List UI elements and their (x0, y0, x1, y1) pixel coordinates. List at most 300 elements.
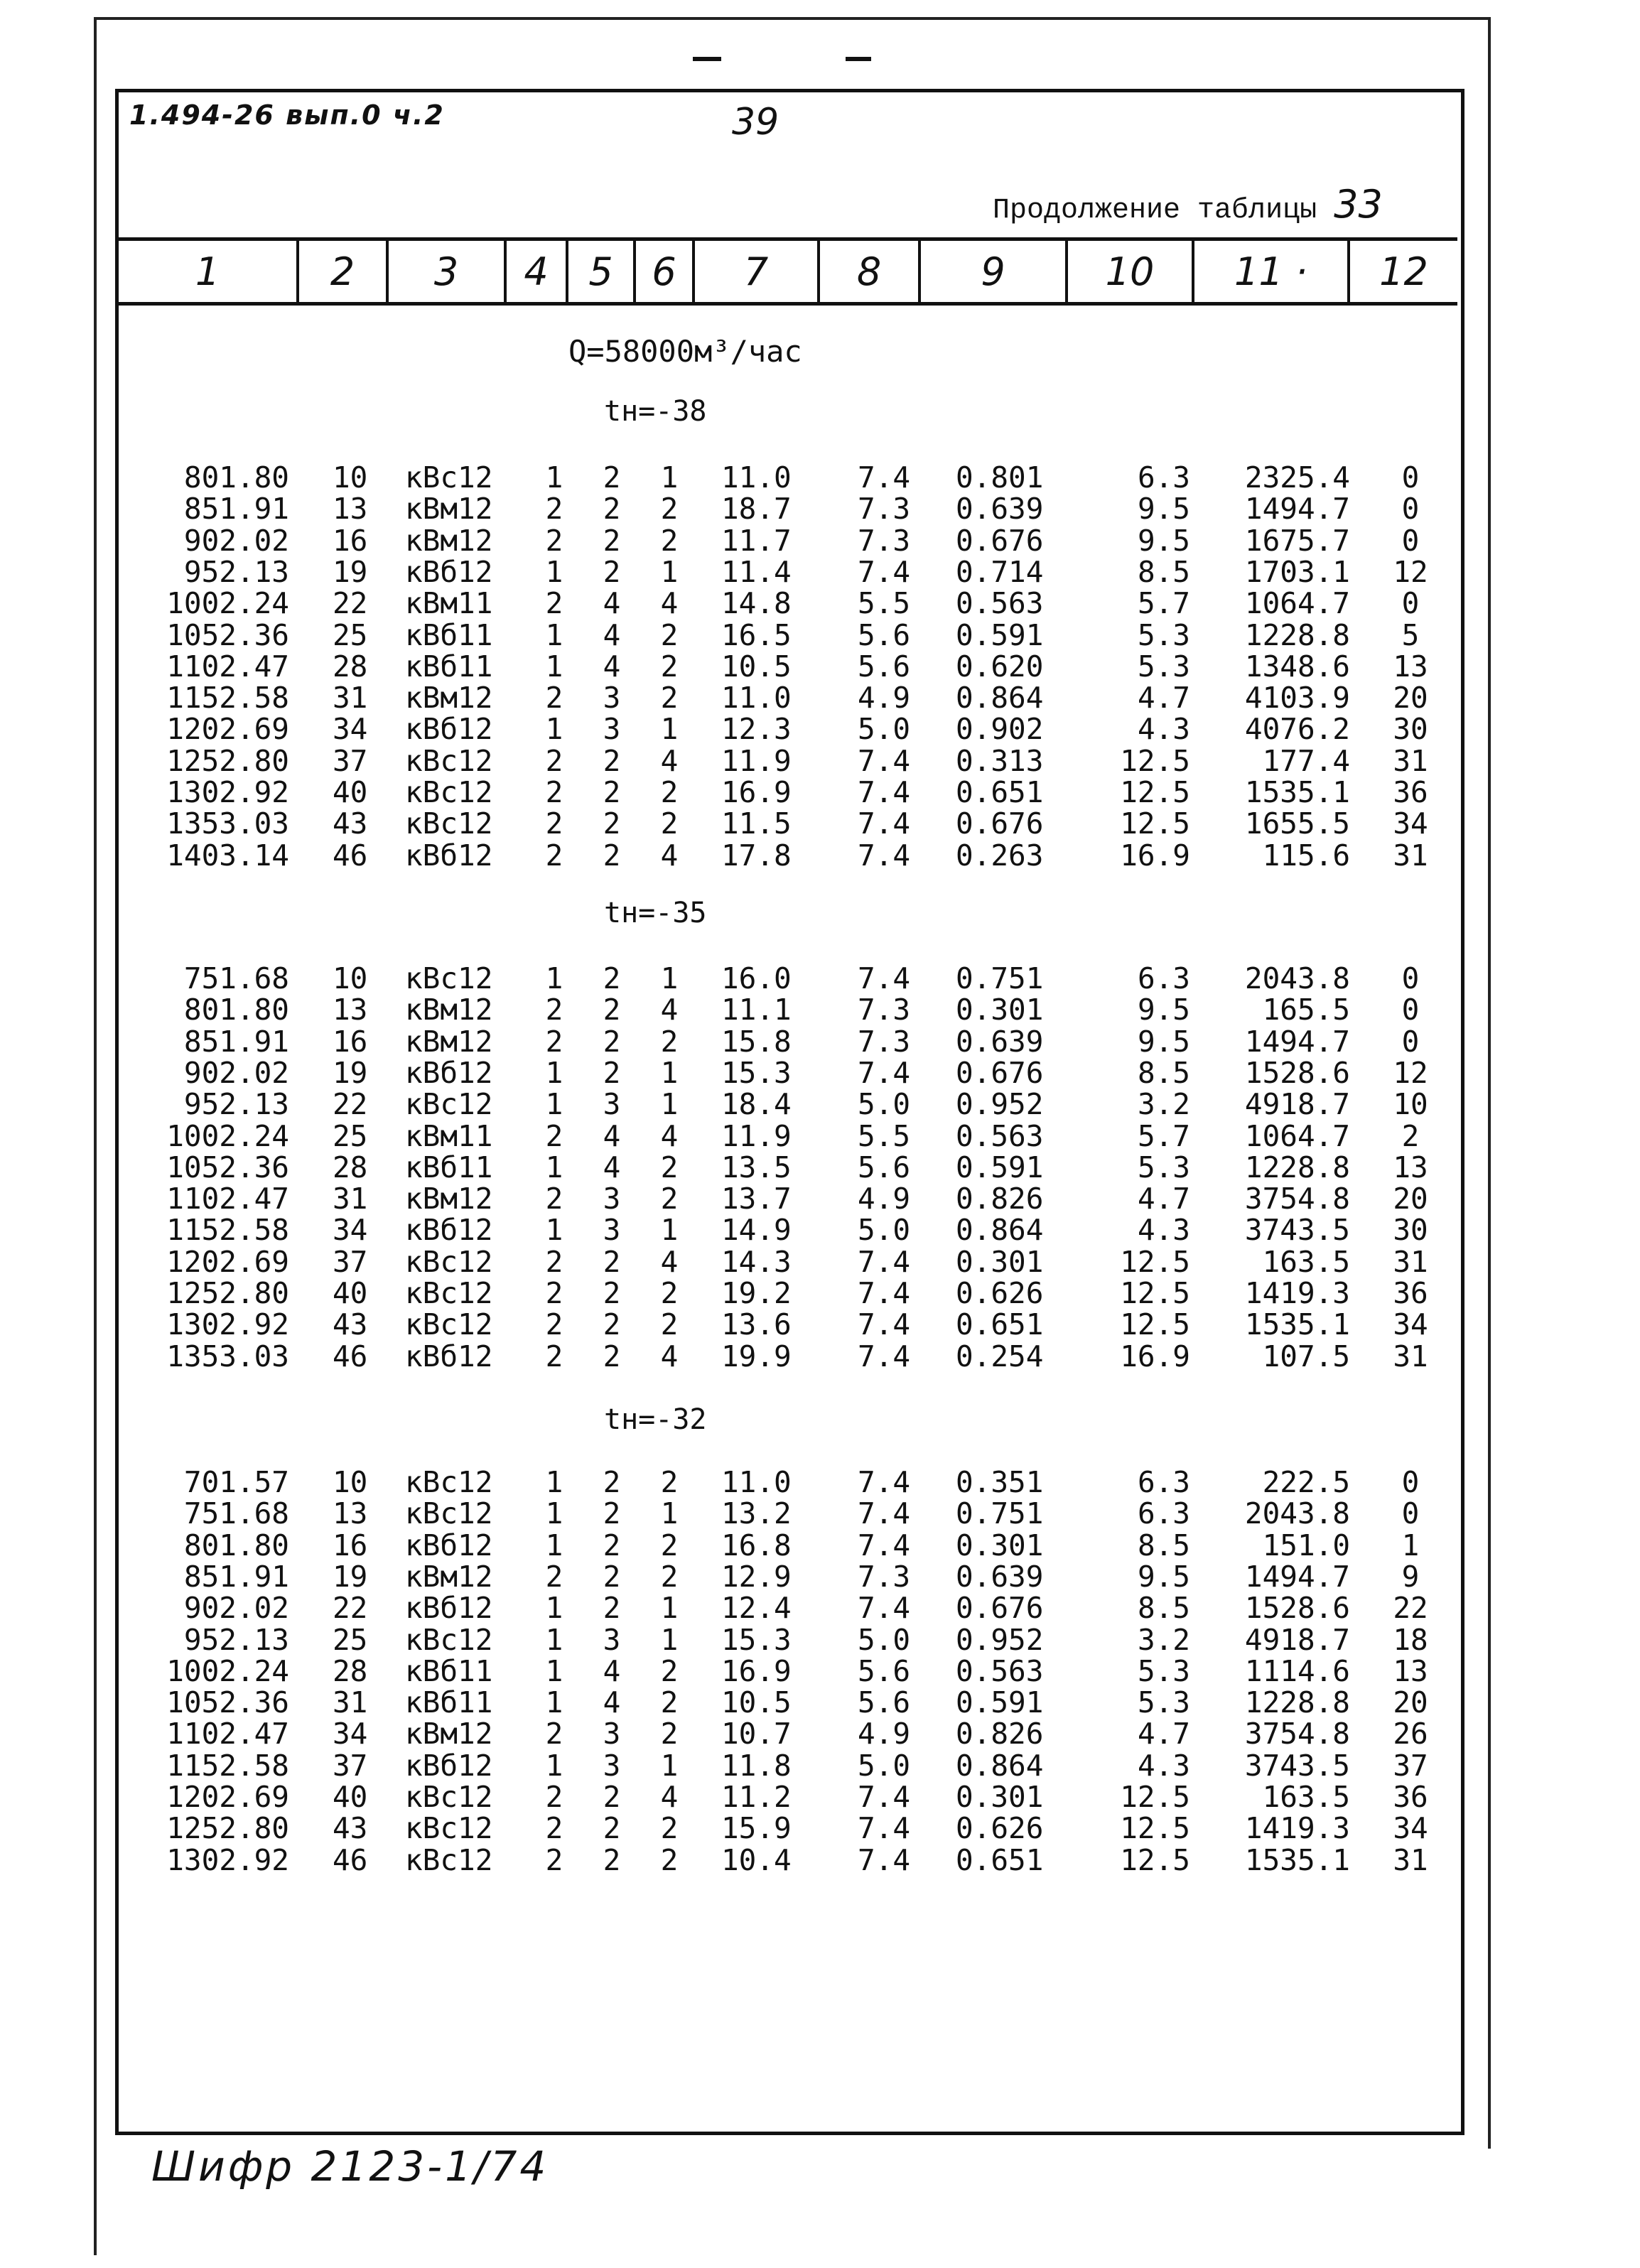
table-row (0, 1653, 1640, 1688)
table-cell-col7: 15.3 (721, 1055, 792, 1090)
table-cell-col8: 4.9 (858, 681, 911, 716)
table-cell-col11: 1535.1 (1244, 775, 1350, 809)
table-cell-col3: кВс12 (405, 743, 493, 778)
table-cell-col10: 4.7 (1137, 1182, 1190, 1216)
table-cell-col4: 2 (545, 1559, 563, 1594)
table-cell-col12: 9 (1401, 1559, 1420, 1594)
table-cell-col1: 952.13 (183, 1087, 289, 1122)
table-cell-col9: 0.751 (956, 961, 1044, 995)
column-header: 1 (119, 241, 299, 302)
table-cell-col11: 1494.7 (1244, 1559, 1350, 1594)
table-cell-col11: 1114.6 (1244, 1653, 1350, 1688)
table-cell-col6: 1 (660, 1748, 679, 1783)
table-cell-col4: 2 (545, 1842, 563, 1877)
table-cell-col11: 4918.7 (1244, 1087, 1350, 1122)
table-cell-col2: 13 (333, 492, 368, 526)
table-cell-col8: 5.6 (858, 617, 911, 652)
table-cell-col9: 0.864 (956, 1213, 1044, 1248)
table-cell-col7: 18.4 (721, 1087, 792, 1122)
table-cell-col12: 31 (1393, 743, 1428, 778)
table-cell-col7: 11.1 (721, 993, 792, 1027)
table-cell-col11: 1419.3 (1244, 1276, 1350, 1310)
section-title: tн=-38 (604, 395, 707, 428)
table-cell-col8: 5.0 (858, 1748, 911, 1783)
table-cell-col11: 2043.8 (1244, 961, 1350, 995)
table-cell-col8: 4.9 (858, 1182, 911, 1216)
table-cell-col11: 107.5 (1262, 1339, 1350, 1373)
table-cell-col2: 34 (333, 1717, 368, 1751)
table-row (0, 556, 1640, 588)
table-cell-col1: 1252.80 (166, 1811, 289, 1846)
table-cell-col12: 0 (1401, 993, 1420, 1027)
table-cell-col5: 3 (603, 1748, 621, 1783)
table-cell-col12: 20 (1393, 681, 1428, 716)
table-cell-col2: 19 (333, 1055, 368, 1090)
table-cell-col8: 7.4 (858, 806, 911, 841)
table-cell-col10: 9.5 (1137, 492, 1190, 526)
table-row (0, 994, 1640, 1025)
table-cell-col9: 0.864 (956, 1748, 1044, 1783)
table-cell-col7: 15.9 (721, 1811, 792, 1846)
table-cell-col6: 2 (660, 617, 679, 652)
table-cell-col12: 0 (1401, 460, 1420, 495)
table-cell-col7: 13.6 (721, 1307, 792, 1342)
table-cell-col6: 1 (660, 1496, 679, 1531)
table-cell-col7: 10.5 (721, 649, 792, 684)
table-cell-col6: 1 (660, 1213, 679, 1248)
table-cell-col4: 1 (545, 961, 563, 995)
table-cell-col2: 43 (333, 1811, 368, 1846)
table-row (0, 1561, 1640, 1592)
table-cell-col3: кВб12 (405, 1591, 493, 1626)
table-cell-col5: 3 (603, 1087, 621, 1122)
table-cell-col10: 4.7 (1137, 1717, 1190, 1751)
table-cell-col3: кВм11 (405, 586, 493, 621)
table-cell-col4: 1 (545, 1528, 563, 1562)
table-cell-col9: 0.591 (956, 1685, 1044, 1720)
table-cell-col6: 1 (660, 554, 679, 589)
table-cell-col12: 31 (1393, 1339, 1428, 1373)
table-cell-col3: кВб12 (405, 1055, 493, 1090)
table-cell-col10: 3.2 (1137, 1622, 1190, 1657)
table-cell-col10: 5.3 (1137, 649, 1190, 684)
table-cell-col8: 7.4 (858, 1496, 911, 1531)
table-cell-col2: 16 (333, 523, 368, 558)
table-cell-col2: 22 (333, 1087, 368, 1122)
table-cell-col2: 40 (333, 1276, 368, 1310)
flow-rate-label: Q=58000м³/час (568, 334, 802, 369)
table-cell-col11: 4103.9 (1244, 681, 1350, 716)
table-cell-col6: 2 (660, 1465, 679, 1499)
table-cell-col12: 31 (1393, 1244, 1428, 1279)
column-header: 9 (921, 241, 1068, 302)
column-header: 4 (507, 241, 568, 302)
table-cell-col11: 1064.7 (1244, 586, 1350, 621)
table-row (0, 1781, 1640, 1813)
table-cell-col5: 4 (603, 586, 621, 621)
table-cell-col6: 4 (660, 993, 679, 1027)
table-cell-col9: 0.301 (956, 1244, 1044, 1279)
table-cell-col5: 4 (603, 1685, 621, 1720)
table-cell-col11: 2043.8 (1244, 1496, 1350, 1531)
table-cell-col6: 4 (660, 1244, 679, 1279)
table-cell-col2: 25 (333, 1118, 368, 1153)
table-cell-col5: 3 (603, 1622, 621, 1657)
table-cell-col9: 0.864 (956, 681, 1044, 716)
table-cell-col11: 115.6 (1262, 838, 1350, 873)
table-cell-col2: 31 (333, 1685, 368, 1720)
table-cell-col1: 1302.92 (166, 775, 289, 809)
table-cell-col8: 4.9 (858, 1717, 911, 1751)
table-cell-col4: 2 (545, 586, 563, 621)
table-cell-col2: 19 (333, 1559, 368, 1594)
table-row (0, 1813, 1640, 1844)
table-cell-col8: 7.4 (858, 1528, 911, 1562)
column-header: 5 (568, 241, 636, 302)
table-cell-col11: 1228.8 (1244, 1150, 1350, 1184)
table-cell-col10: 16.9 (1120, 838, 1190, 873)
column-header: 3 (389, 241, 507, 302)
table-cell-col12: 13 (1393, 1150, 1428, 1184)
table-cell-col4: 2 (545, 523, 563, 558)
table-cell-col4: 1 (545, 1591, 563, 1626)
table-cell-col8: 7.3 (858, 1559, 911, 1594)
table-cell-col3: кВм11 (405, 1118, 493, 1153)
table-cell-col5: 4 (603, 1653, 621, 1688)
table-cell-col9: 0.620 (956, 649, 1044, 684)
table-row (0, 1718, 1640, 1749)
table-cell-col3: кВс12 (405, 961, 493, 995)
table-cell-col8: 7.4 (858, 1055, 911, 1090)
table-cell-col1: 1102.47 (166, 1717, 289, 1751)
table-cell-col4: 2 (545, 838, 563, 873)
table-cell-col4: 1 (545, 554, 563, 589)
column-header: 11 · (1194, 241, 1350, 302)
table-cell-col10: 9.5 (1137, 1559, 1190, 1594)
table-cell-col1: 801.80 (183, 1528, 289, 1562)
table-cell-col4: 1 (545, 1465, 563, 1499)
table-cell-col5: 3 (603, 1717, 621, 1751)
table-cell-col6: 1 (660, 1591, 679, 1626)
table-cell-col3: кВб12 (405, 1339, 493, 1373)
table-row (0, 1341, 1640, 1372)
table-cell-col11: 163.5 (1262, 1244, 1350, 1279)
table-cell-col2: 40 (333, 775, 368, 809)
table-cell-col12: 18 (1393, 1622, 1428, 1657)
table-cell-col8: 5.0 (858, 1087, 911, 1122)
table-cell-col6: 1 (660, 1055, 679, 1090)
table-cell-col11: 1064.7 (1244, 1118, 1350, 1153)
table-cell-col9: 0.639 (956, 1024, 1044, 1059)
table-row (0, 525, 1640, 556)
mark-dash (846, 57, 871, 61)
table-cell-col6: 1 (660, 460, 679, 495)
table-cell-col4: 1 (545, 1087, 563, 1122)
table-cell-col1: 801.80 (183, 460, 289, 495)
table-row (0, 1214, 1640, 1246)
table-cell-col6: 4 (660, 1780, 679, 1814)
table-cell-col9: 0.952 (956, 1087, 1044, 1122)
table-cell-col7: 10.4 (721, 1842, 792, 1877)
table-cell-col6: 2 (660, 492, 679, 526)
table-cell-col9: 0.351 (956, 1465, 1044, 1499)
table-cell-col6: 4 (660, 586, 679, 621)
table-cell-col1: 851.91 (183, 1559, 289, 1594)
table-cell-col4: 2 (545, 1780, 563, 1814)
table-cell-col2: 28 (333, 1150, 368, 1184)
table-cell-col4: 1 (545, 712, 563, 747)
table-cell-col7: 11.5 (721, 806, 792, 841)
table-cell-col6: 2 (660, 1024, 679, 1059)
table-cell-col11: 4076.2 (1244, 712, 1350, 747)
table-cell-col11: 1494.7 (1244, 1024, 1350, 1059)
table-cell-col10: 12.5 (1120, 806, 1190, 841)
table-cell-col1: 952.13 (183, 554, 289, 589)
table-cell-col4: 1 (545, 460, 563, 495)
table-row (0, 617, 1640, 652)
table-cell-col7: 13.5 (721, 1150, 792, 1184)
table-cell-col1: 1102.47 (166, 649, 289, 684)
table-cell-col4: 2 (545, 1339, 563, 1373)
table-cell-col2: 31 (333, 1182, 368, 1216)
table-cell-col6: 2 (660, 1685, 679, 1720)
table-cell-col9: 0.301 (956, 993, 1044, 1027)
table-cell-col2: 25 (333, 1622, 368, 1657)
table-cell-col5: 2 (603, 554, 621, 589)
table-cell-col4: 1 (545, 649, 563, 684)
table-cell-col10: 5.3 (1137, 1685, 1190, 1720)
table-cell-col5: 2 (603, 1307, 621, 1342)
table-cell-col3: кВм12 (405, 681, 493, 716)
table-cell-col6: 1 (660, 961, 679, 995)
table-cell-col2: 10 (333, 961, 368, 995)
table-row (0, 1278, 1640, 1309)
table-cell-col3: кВс12 (405, 1307, 493, 1342)
table-cell-col4: 2 (545, 806, 563, 841)
table-cell-col2: 13 (333, 1496, 368, 1531)
table-cell-col4: 2 (545, 681, 563, 716)
table-cell-col6: 2 (660, 1842, 679, 1877)
table-cell-col1: 801.80 (183, 993, 289, 1027)
table-cell-col2: 43 (333, 806, 368, 841)
table-cell-col2: 46 (333, 1339, 368, 1373)
table-cell-col8: 5.6 (858, 649, 911, 684)
table-cell-col3: кВб12 (405, 554, 493, 589)
table-cell-col3: кВс12 (405, 460, 493, 495)
table-cell-col7: 11.9 (721, 743, 792, 778)
table-cell-col6: 2 (660, 1559, 679, 1594)
table-cell-col10: 12.5 (1120, 1244, 1190, 1279)
table-cell-col9: 0.651 (956, 1842, 1044, 1877)
table-cell-col10: 3.2 (1137, 1087, 1190, 1122)
table-cell-col4: 2 (545, 1811, 563, 1846)
table-cell-col2: 37 (333, 743, 368, 778)
table-cell-col11: 1348.6 (1244, 649, 1350, 684)
table-cell-col6: 2 (660, 523, 679, 558)
table-cell-col6: 2 (660, 649, 679, 684)
table-cell-col7: 13.2 (721, 1496, 792, 1531)
table-row (0, 588, 1640, 619)
table-cell-col12: 2 (1401, 1118, 1420, 1153)
table-cell-col8: 5.5 (858, 1118, 911, 1153)
table-cell-col5: 2 (603, 1496, 621, 1531)
table-cell-col7: 14.8 (721, 586, 792, 621)
table-row (0, 1750, 1640, 1781)
table-cell-col12: 30 (1393, 1213, 1428, 1248)
table-cell-col4: 2 (545, 1024, 563, 1059)
table-cell-col5: 2 (603, 1591, 621, 1626)
table-row (0, 493, 1640, 524)
table-cell-col8: 7.4 (858, 1591, 911, 1626)
table-cell-col9: 0.639 (956, 1559, 1044, 1594)
section-title: tн=-32 (604, 1403, 707, 1436)
table-cell-col12: 0 (1401, 586, 1420, 621)
table-cell-col9: 0.676 (956, 806, 1044, 841)
table-cell-col8: 7.4 (858, 775, 911, 809)
table-cell-col9: 0.301 (956, 1528, 1044, 1562)
table-cell-col11: 177.4 (1262, 743, 1350, 778)
table-cell-col8: 7.4 (858, 1307, 911, 1342)
table-row (0, 745, 1640, 777)
table-cell-col4: 1 (545, 617, 563, 652)
table-cell-col11: 165.5 (1262, 993, 1350, 1027)
table-cell-col7: 19.2 (721, 1276, 792, 1310)
table-cell-col6: 2 (660, 681, 679, 716)
table-cell-col2: 40 (333, 1780, 368, 1814)
table-cell-col12: 30 (1393, 712, 1428, 747)
column-header: 10 (1068, 241, 1194, 302)
table-cell-col9: 0.676 (956, 523, 1044, 558)
table-cell-col3: кВс12 (405, 1244, 493, 1279)
table-cell-col6: 2 (660, 1182, 679, 1216)
table-cell-col9: 0.826 (956, 1717, 1044, 1751)
table-cell-col11: 1675.7 (1244, 523, 1350, 558)
table-cell-col10: 9.5 (1137, 1024, 1190, 1059)
table-cell-col9: 0.626 (956, 1276, 1044, 1310)
table-cell-col4: 1 (545, 1496, 563, 1531)
table-cell-col12: 36 (1393, 1276, 1428, 1310)
table-cell-col3: кВб11 (405, 617, 493, 652)
table-cell-col7: 17.8 (721, 838, 792, 873)
table-row (0, 840, 1640, 871)
table-cell-col12: 20 (1393, 1182, 1428, 1216)
table-cell-col5: 4 (603, 617, 621, 652)
table-cell-col1: 952.13 (183, 1622, 289, 1657)
table-cell-col6: 4 (660, 743, 679, 778)
table-cell-col4: 2 (545, 1118, 563, 1153)
table-cell-col7: 16.5 (721, 617, 792, 652)
table-cell-col1: 851.91 (183, 1024, 289, 1059)
table-cell-col12: 1 (1401, 1528, 1420, 1562)
table-cell-col8: 7.3 (858, 1024, 911, 1059)
table-cell-col1: 1252.80 (166, 1276, 289, 1310)
table-cell-col5: 4 (603, 1118, 621, 1153)
table-cell-col8: 7.4 (858, 460, 911, 495)
page-border-top (94, 17, 1491, 20)
column-header-row (119, 237, 1457, 306)
table-cell-col5: 2 (603, 806, 621, 841)
table-cell-col11: 3754.8 (1244, 1717, 1350, 1751)
table-cell-col12: 36 (1393, 775, 1428, 809)
table-cell-col8: 5.6 (858, 1150, 911, 1184)
table-cell-col3: кВс12 (405, 775, 493, 809)
table-cell-col5: 4 (603, 649, 621, 684)
table-cell-col10: 4.3 (1137, 1213, 1190, 1248)
table-cell-col10: 5.3 (1137, 617, 1190, 652)
table-cell-col12: 12 (1393, 1055, 1428, 1090)
table-cell-col12: 34 (1393, 1811, 1428, 1846)
table-cell-col6: 2 (660, 1528, 679, 1562)
table-cell-col10: 12.5 (1120, 1811, 1190, 1846)
table-cell-col4: 2 (545, 993, 563, 1027)
table-cell-col1: 1002.24 (166, 586, 289, 621)
table-cell-col10: 4.7 (1137, 681, 1190, 716)
table-cell-col10: 4.3 (1137, 1748, 1190, 1783)
table-cell-col5: 2 (603, 1055, 621, 1090)
table-cell-col1: 1152.58 (166, 1213, 289, 1248)
table-row (0, 1687, 1640, 1718)
table-cell-col10: 12.5 (1120, 1842, 1190, 1877)
table-cell-col1: 1202.69 (166, 1780, 289, 1814)
table-cell-col5: 2 (603, 838, 621, 873)
table-cell-col3: кВб12 (405, 1213, 493, 1248)
table-cell-col9: 0.651 (956, 775, 1044, 809)
table-cell-col12: 0 (1401, 961, 1420, 995)
table-cell-col1: 1252.80 (166, 743, 289, 778)
table-cell-col7: 11.0 (721, 681, 792, 716)
table-cell-col12: 34 (1393, 806, 1428, 841)
table-cell-col5: 3 (603, 712, 621, 747)
table-cell-col10: 9.5 (1137, 523, 1190, 558)
table-cell-col9: 0.591 (956, 1150, 1044, 1184)
table-row (0, 1246, 1640, 1278)
page-number: 39 (732, 101, 779, 144)
table-cell-col3: кВм12 (405, 1717, 493, 1751)
table-cell-col1: 1403.14 (166, 838, 289, 873)
table-cell-col12: 36 (1393, 1780, 1428, 1814)
table-cell-col10: 9.5 (1137, 993, 1190, 1027)
table-cell-col1: 1302.92 (166, 1842, 289, 1877)
table-cell-col11: 1655.5 (1244, 806, 1350, 841)
table-cell-col12: 0 (1401, 1465, 1420, 1499)
table-row (0, 1057, 1640, 1089)
table-cell-col7: 14.3 (721, 1244, 792, 1279)
table-cell-col2: 37 (333, 1748, 368, 1783)
table-cell-col11: 222.5 (1262, 1465, 1350, 1499)
table-cell-col6: 1 (660, 1622, 679, 1657)
table-cell-col10: 12.5 (1120, 1307, 1190, 1342)
table-cell-col7: 11.4 (721, 554, 792, 589)
table-cell-col5: 3 (603, 681, 621, 716)
table-cell-col7: 11.9 (721, 1118, 792, 1153)
table-cell-col7: 16.8 (721, 1528, 792, 1562)
column-header: 2 (299, 241, 389, 302)
table-cell-col10: 8.5 (1137, 554, 1190, 589)
table-cell-col11: 1228.8 (1244, 1685, 1350, 1720)
table-cell-col2: 13 (333, 993, 368, 1027)
table-cell-col7: 12.3 (721, 712, 792, 747)
table-row (0, 1309, 1640, 1340)
table-cell-col8: 7.4 (858, 1465, 911, 1499)
table-cell-col8: 5.0 (858, 712, 911, 747)
table-cell-col11: 3743.5 (1244, 1748, 1350, 1783)
table-cell-col2: 46 (333, 1842, 368, 1877)
table-cell-col6: 2 (660, 806, 679, 841)
table-cell-col6: 4 (660, 1339, 679, 1373)
table-cell-col3: кВб12 (405, 838, 493, 873)
table-cell-col3: кВс12 (405, 1087, 493, 1122)
table-cell-col12: 20 (1393, 1685, 1428, 1720)
